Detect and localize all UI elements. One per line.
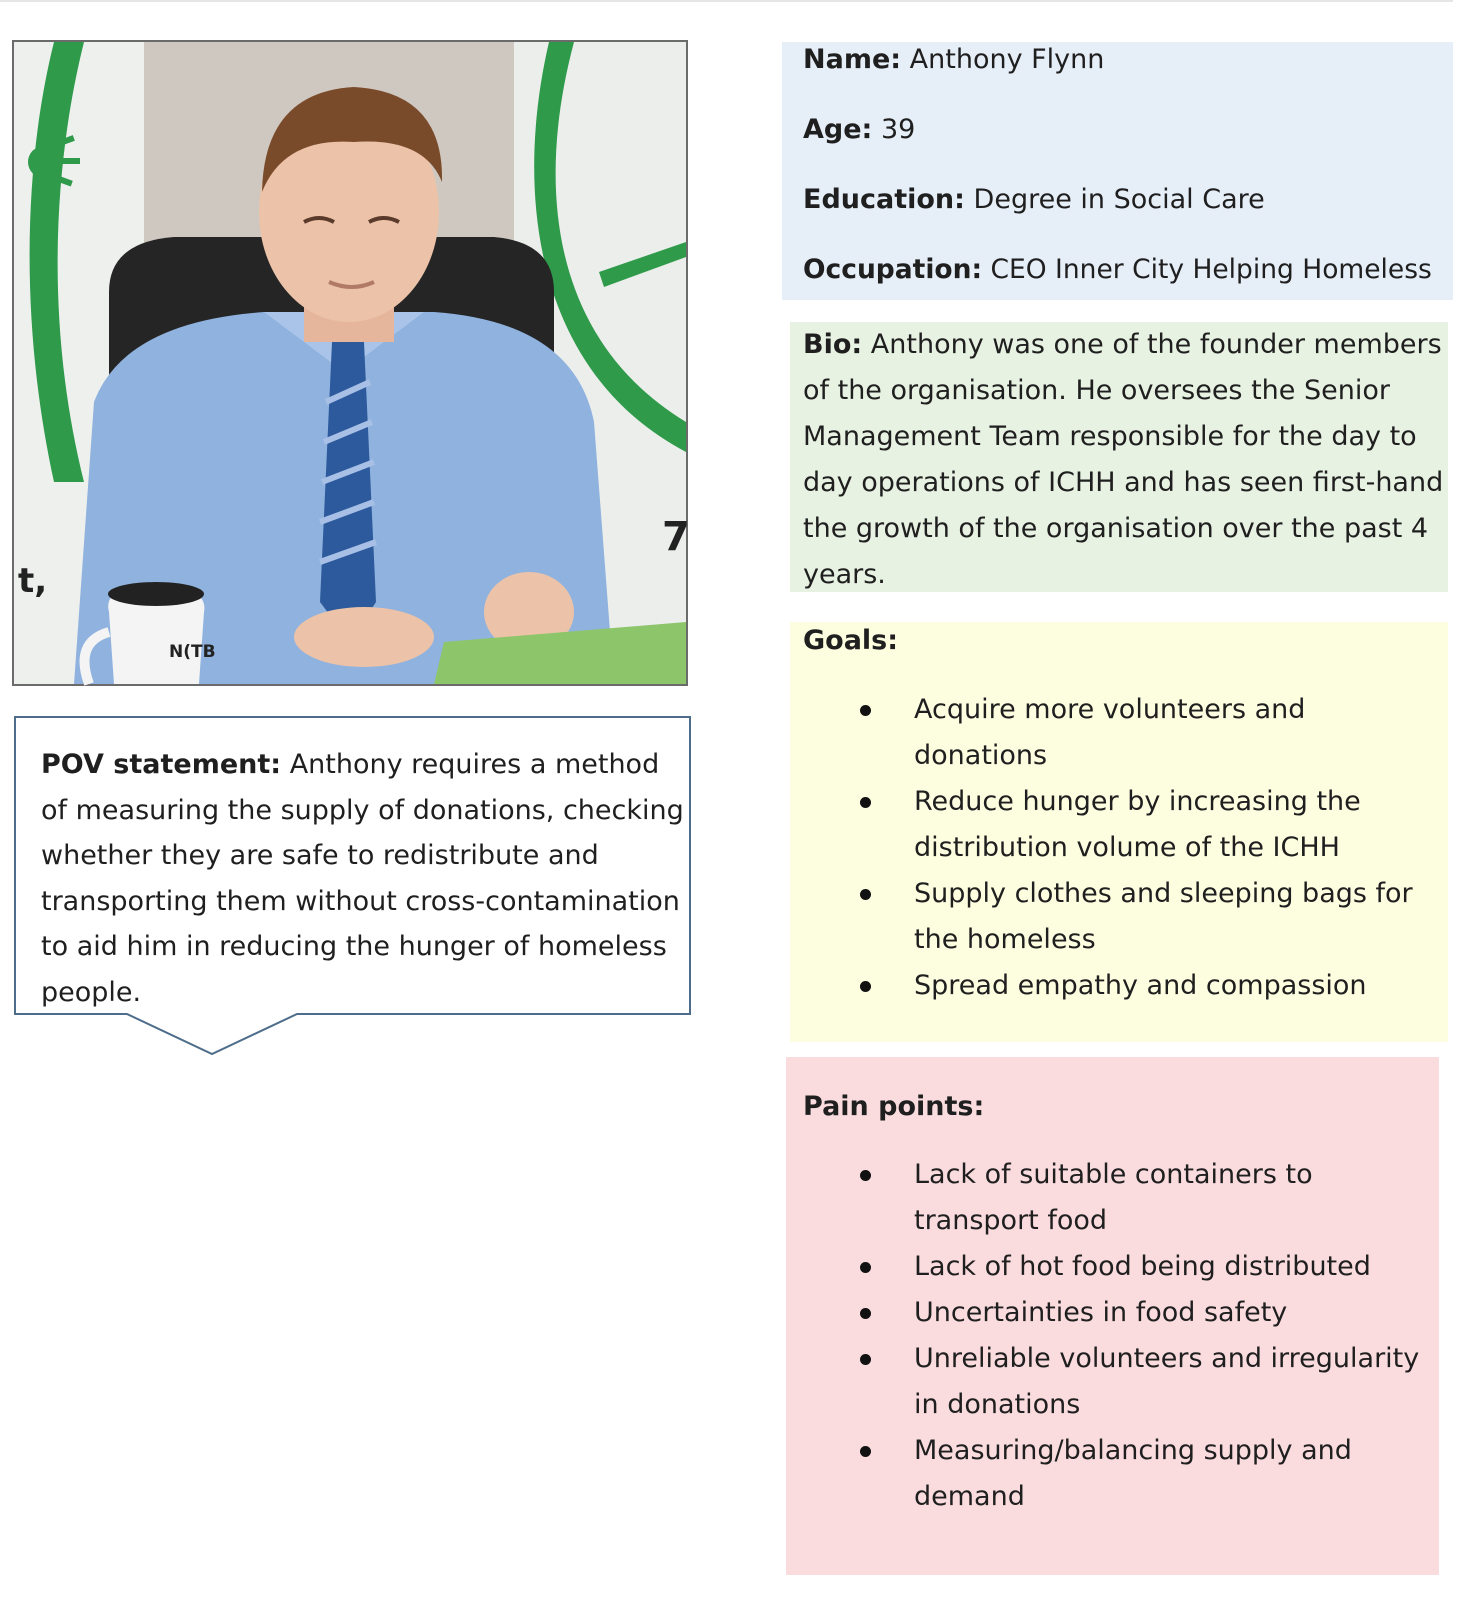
backdrop-letter: t, bbox=[18, 561, 48, 601]
name-field bbox=[803, 44, 1104, 75]
age-value: 39 bbox=[880, 114, 916, 145]
pain-points-title: Pain points: bbox=[803, 1091, 985, 1122]
goal-item: Spread empathy and compassion bbox=[803, 963, 1443, 1009]
persona-photo bbox=[12, 40, 688, 686]
pain-points-list bbox=[803, 1152, 1443, 1520]
pain-point-item: Lack of suitable containers to transport food bbox=[803, 1152, 1443, 1244]
occupation-label: Occupation: bbox=[803, 254, 983, 285]
age-field bbox=[803, 114, 915, 145]
pain-point-item: Measuring/balancing supply and demand bbox=[803, 1428, 1443, 1520]
goal-item: Supply clothes and sleeping bags for the homeless bbox=[803, 871, 1443, 963]
bio-label: Bio: bbox=[803, 329, 863, 360]
backdrop-numeral: 7 bbox=[662, 514, 690, 560]
age-label: Age: bbox=[803, 114, 873, 145]
name-value: Anthony Flynn bbox=[909, 44, 1105, 75]
pov-label: POV statement: bbox=[41, 749, 282, 780]
pov-statement bbox=[41, 742, 691, 1015]
education-field bbox=[803, 184, 1265, 215]
bio-body: Anthony was one of the founder members of the organisation. He oversees the Senior Management Team responsible for the day to day operations of ICHH and has seen first-hand the growth of the organisation over the past 4 years. bbox=[803, 329, 1444, 590]
occupation-value: CEO Inner City Helping Homeless bbox=[990, 254, 1432, 285]
goals-title: Goals: bbox=[803, 625, 899, 656]
occupation-field bbox=[803, 254, 1432, 285]
goals-list bbox=[803, 687, 1443, 1009]
top-divider bbox=[0, 0, 1453, 2]
education-label: Education: bbox=[803, 184, 965, 215]
pov-callout bbox=[14, 716, 702, 1080]
pain-point-item: Unreliable volunteers and irregularity in donations bbox=[803, 1336, 1443, 1428]
goal-item: Reduce hunger by increasing the distribution volume of the ICHH bbox=[803, 779, 1443, 871]
name-label: Name: bbox=[803, 44, 902, 75]
pov-text: Anthony requires a method of measuring the supply of donations, checking whether they are safe to redistribute and transporting them without cross-contamination to aid him in reducing the hunger of homeless people. bbox=[41, 749, 684, 1008]
pain-point-item: Lack of hot food being distributed bbox=[803, 1244, 1443, 1290]
persona-photo-illustration bbox=[14, 42, 690, 684]
goal-item: Acquire more volunteers and donations bbox=[803, 687, 1443, 779]
education-value: Degree in Social Care bbox=[973, 184, 1265, 215]
bio-text bbox=[803, 322, 1463, 598]
pain-point-item: Uncertainties in food safety bbox=[803, 1290, 1443, 1336]
mug-text: N(TB bbox=[169, 642, 216, 662]
